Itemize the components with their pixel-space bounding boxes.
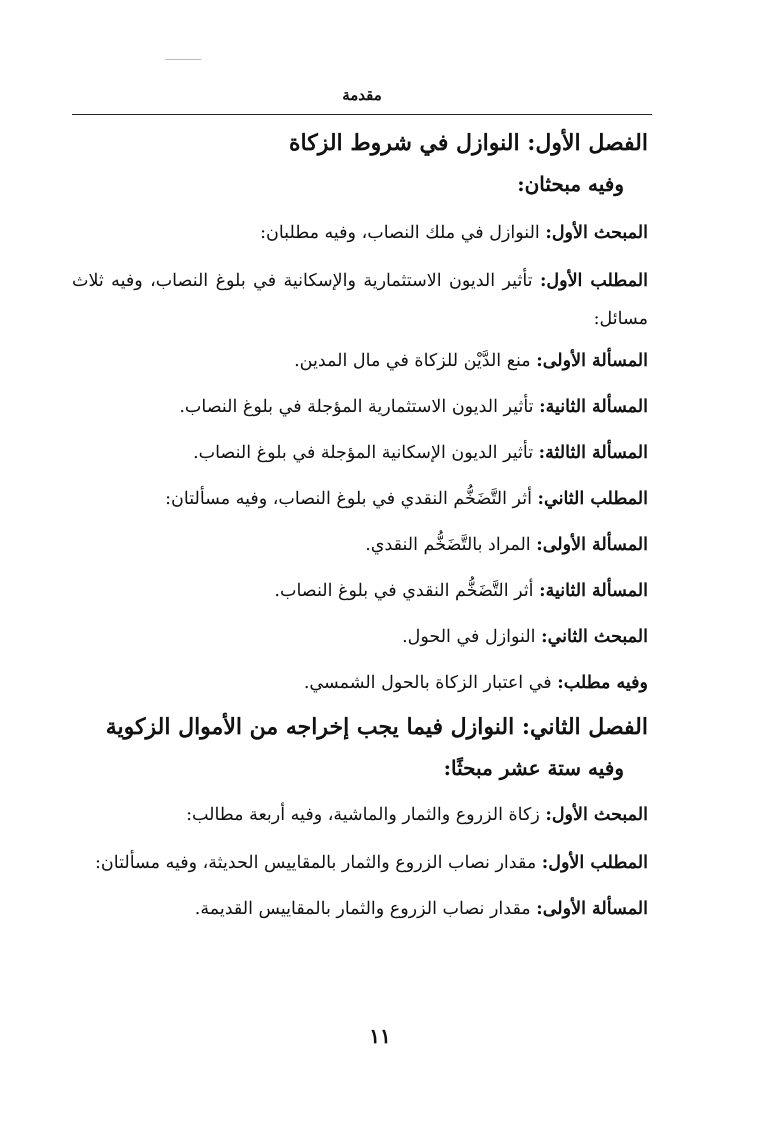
toc-entry bbox=[72, 262, 648, 338]
entry-text: تأثير الديون الاستثمارية المؤجلة في بلوغ النصاب. bbox=[179, 397, 534, 417]
entry-label: المسألة الثانية: bbox=[539, 397, 648, 417]
chapter-1-intro: وفيه مبحثان: bbox=[517, 172, 624, 196]
entry-text: زكاة الزروع والثمار والماشية، وفيه أربعة مطالب: bbox=[186, 805, 540, 825]
entry-label: المسألة الأولى: bbox=[536, 535, 648, 555]
table-of-contents bbox=[72, 126, 648, 922]
entry-label: المسألة الأولى: bbox=[536, 351, 648, 371]
entry-text: مقدار نصاب الزروع والثمار بالمقاييس القديمة. bbox=[194, 899, 531, 919]
running-header: مقدمة bbox=[342, 86, 382, 104]
toc-entry bbox=[72, 896, 648, 922]
chapter-2-heading bbox=[72, 714, 648, 740]
entry-label: المسألة الأولى: bbox=[536, 899, 648, 919]
entry-label: المسألة الثالثة: bbox=[538, 443, 648, 463]
toc-entry bbox=[72, 578, 648, 604]
entry-label: المطلب الأول: bbox=[541, 853, 648, 873]
toc-entry bbox=[72, 486, 648, 512]
chapter-2-title: النوازل فيما يجب إخراجه من الأموال الزكوية bbox=[105, 714, 515, 740]
entry-label: المطلب الأول: bbox=[539, 271, 648, 291]
entry-label: وفيه مطلب: bbox=[557, 673, 648, 693]
entry-text: أثر التَّضَخُّم النقدي في بلوغ النصاب. bbox=[274, 581, 534, 601]
entry-text: في اعتبار الزكاة بالحول الشمسي. bbox=[303, 673, 552, 693]
entry-text: أثر التَّضَخُّم النقدي في بلوغ النصاب، وفيه مسألتان: bbox=[165, 489, 532, 509]
entry-text: تأثير الديون الإسكانية المؤجلة في بلوغ النصاب. bbox=[193, 443, 534, 463]
entry-text: مقدار نصاب الزروع والثمار بالمقاييس الحديثة، وفيه مسألتان: bbox=[95, 853, 537, 873]
toc-entry bbox=[72, 440, 648, 466]
entry-label: المسألة الثانية: bbox=[539, 581, 648, 601]
entry-label: المطلب الثاني: bbox=[537, 489, 648, 509]
toc-entry bbox=[72, 348, 648, 374]
toc-entry bbox=[72, 394, 648, 420]
entry-text: المراد بالتَّضَخُّم النقدي. bbox=[365, 535, 531, 555]
header-rule bbox=[72, 114, 652, 115]
entry-text: منع الدَّيْن للزكاة في مال المدين. bbox=[294, 351, 531, 371]
toc-entry bbox=[72, 670, 648, 696]
chapter-1-heading bbox=[72, 130, 648, 156]
entry-text: النوازل في ملك النصاب، وفيه مطلبان: bbox=[260, 223, 540, 243]
chapter-2-intro: وفيه ستة عشر مبحثًا: bbox=[443, 756, 624, 780]
toc-entry bbox=[72, 532, 648, 558]
scan-mark bbox=[165, 59, 201, 60]
entry-label: المبحث الأول: bbox=[545, 805, 648, 825]
chapter-1-title: النوازل في شروط الزكاة bbox=[289, 130, 520, 156]
entry-label: المبحث الأول: bbox=[545, 223, 648, 243]
page-number: ١١ bbox=[369, 1024, 391, 1048]
toc-entry bbox=[72, 844, 648, 882]
chapter-1-label: الفصل الأول: bbox=[527, 130, 648, 156]
toc-entry bbox=[72, 802, 648, 828]
entry-label: المبحث الثاني: bbox=[541, 627, 648, 647]
chapter-2-label: الفصل الثاني: bbox=[521, 714, 648, 740]
entry-text: النوازل في الحول. bbox=[402, 627, 536, 647]
toc-entry bbox=[72, 220, 648, 246]
toc-entry bbox=[72, 624, 648, 650]
entry-text: تأثير الديون الاستثمارية والإسكانية في بلوغ النصاب، وفيه ثلاث مسائل: bbox=[72, 271, 648, 329]
